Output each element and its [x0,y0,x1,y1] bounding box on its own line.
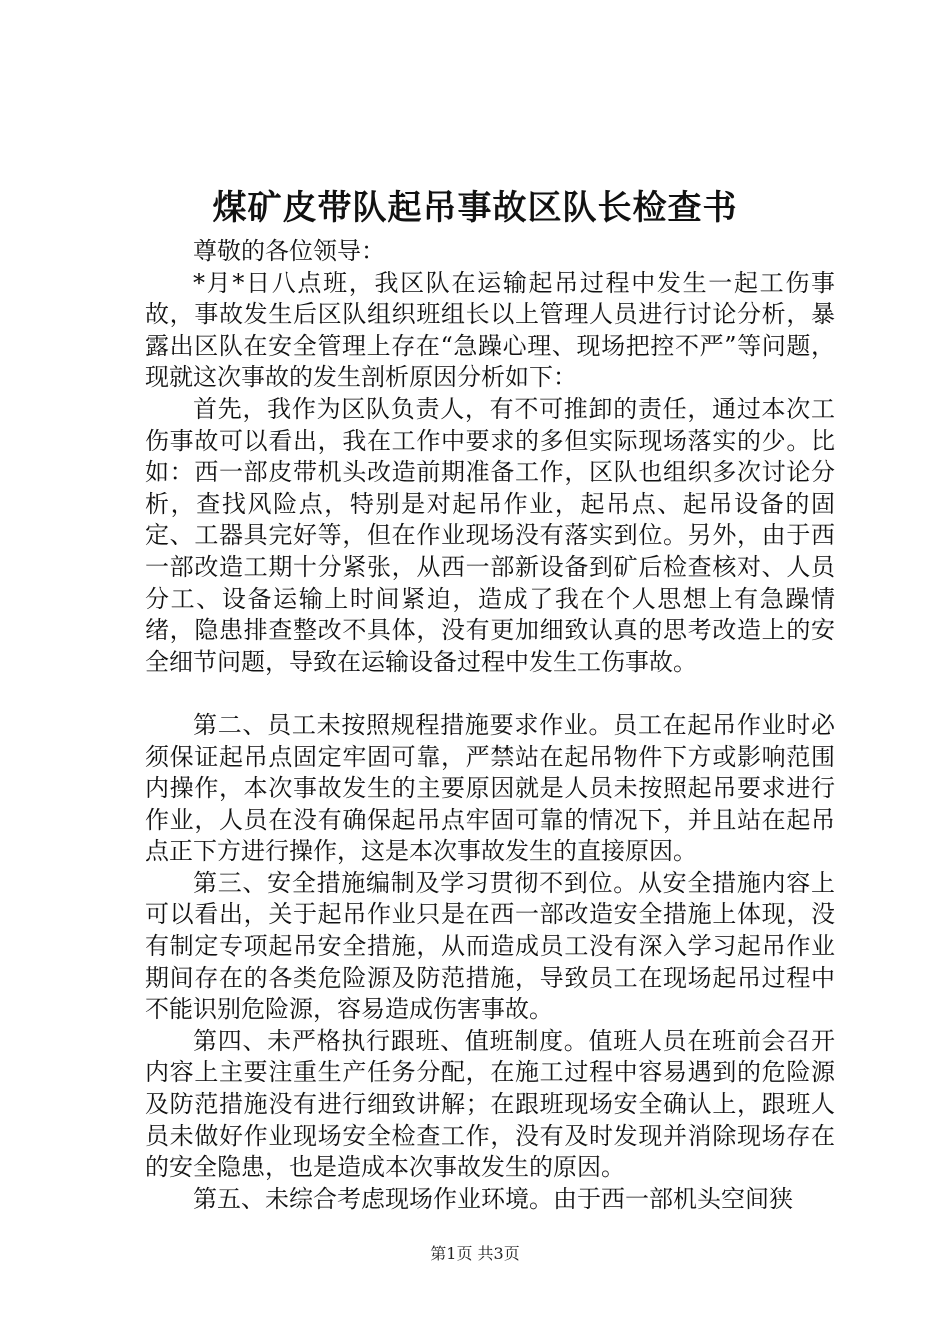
paragraph-third: 第三、安全措施编制及学习贯彻不到位。从安全措施内容上可以看出，关于起吊作业只是在西一部改造安全措施上体现，没有制定专项起吊安全措施，从而造成员工没有深入学习起吊作业期间存在的各类危险源及防范措施，导致员工在现场起吊过程中不能识别危险源，容易造成伤害事故。 [145,868,835,1024]
document-body [145,236,835,1215]
document-title: 煤矿皮带队起吊事故区队长检查书 [212,188,738,228]
paragraph-first: 首先，我作为区队负责人，有不可推卸的责任，通过本次工伤事故可以看出，我在工作中要求的多但实际现场落实的少。比如：西一部皮带机头改造前期准备工作，区队也组织多次讨论分析，查找风险点，特别是对起吊作业，起吊点、起吊设备的固定、工器具完好等，但在作业现场没有落实到位。另外，由于西一部改造工期十分紧张，从西一部新设备到矿后检查核对、人员分工、设备运输上时间紧迫，造成了我在个人思想上有急躁情绪，隐患排查整改不具体，没有更加细致认真的思考改造上的安全细节问题，导致在运输设备过程中发生工伤事故。 [145,394,835,676]
paragraph-second: 第二、员工未按照规程措施要求作业。员工在起吊作业时必须保证起吊点固定牢固可靠，严禁站在起吊物件下方或影响范围内操作，本次事故发生的主要原因就是人员未按照起吊要求进行作业，人员在没有确保起吊点牢固可靠的情况下，并且站在起吊点正下方进行操作，这是本次事故发生的直接原因。 [145,710,835,866]
page-number-footer: 第1页 共3页 [430,1244,520,1263]
paragraph-intro: *月*日八点班，我区队在运输起吊过程中发生一起工伤事故，事故发生后区队组织班组长以上管理人员进行讨论分析，暴露出区队在安全管理上存在“急躁心理、现场把控不严”等问题，现就这次事故的发生剖析原因分析如下： [145,268,835,392]
paragraph-fifth: 第五、未综合考虑现场作业环境。由于西一部机头空间狭 [193,1184,793,1213]
salutation: 尊敬的各位领导： [193,237,385,265]
paragraph-fourth: 第四、未严格执行跟班、值班制度。值班人员在班前会召开内容上主要注重生产任务分配，在施工过程中容易遇到的危险源及防范措施没有进行细致讲解；在跟班现场安全确认上，跟班人员未做好作业现场安全检查工作，没有及时发现并消除现场存在的安全隐患，也是造成本次事故发生的原因。 [145,1026,835,1182]
